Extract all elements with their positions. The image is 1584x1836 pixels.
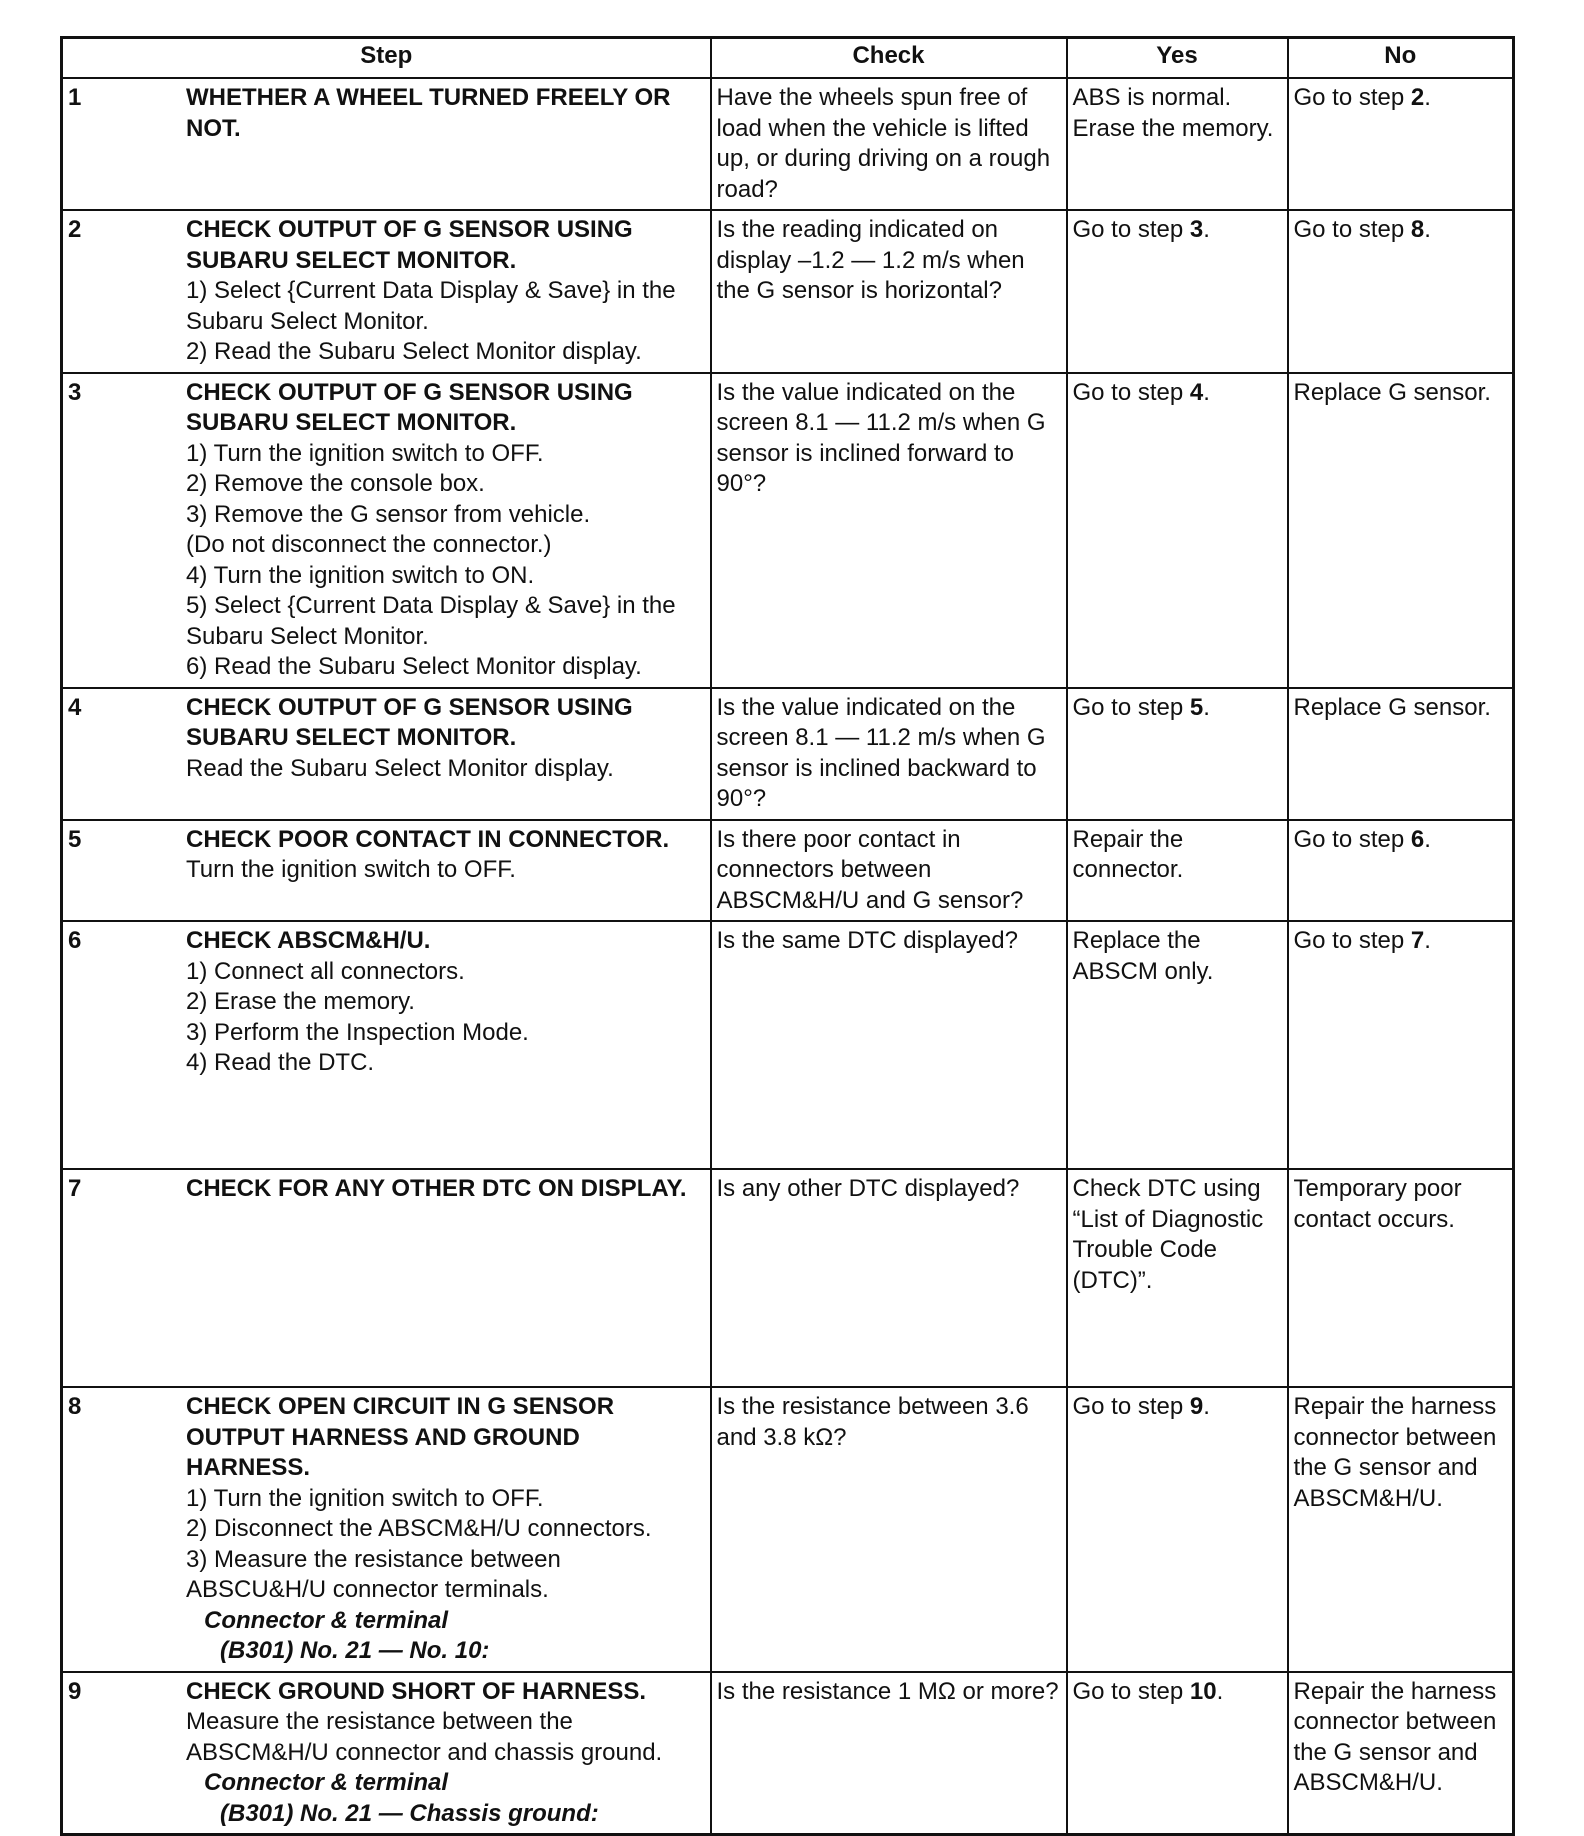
no-cell <box>1288 1387 1514 1672</box>
check-cell: Is the value indicated on the screen 8.1 — 11.2 m/s when G sensor is inclined backward to 90°? <box>711 688 1067 820</box>
step-cell <box>62 210 711 373</box>
check-cell: Have the wheels spun free of load when the vehicle is lifted up, or during driving on a rough road? <box>711 78 1067 210</box>
check-cell: Is the resistance 1 MΩ or more? <box>711 1672 1067 1835</box>
header-check: Check <box>711 38 1067 79</box>
connector-terminal-value: (B301) No. 21 — Chassis ground: <box>220 1799 599 1827</box>
step-instruction: Measure the resistance between the ABSCM&H/U connector and chassis ground. <box>186 1708 663 1766</box>
no-text: Replace G sensor. <box>1293 693 1491 721</box>
no-step-number: 8 <box>1410 216 1425 243</box>
yes-cell <box>1067 921 1288 1169</box>
no-cell: Go to step 7. <box>1288 921 1514 1169</box>
step-body <box>186 83 705 144</box>
step-body <box>186 693 705 785</box>
yes-text: Go to step <box>1072 378 1190 406</box>
no-cell: Go to step 2. <box>1288 78 1514 210</box>
step-instruction: 3) Measure the resistance between ABSCU&H/U connector terminals. <box>186 1545 561 1603</box>
yes-cell <box>1067 1169 1288 1387</box>
yes-text: Go to step <box>1072 216 1190 243</box>
step-body <box>186 825 705 886</box>
check-cell: Is the resistance between 3.6 and 3.8 kΩ? <box>711 1387 1067 1672</box>
table-row <box>62 1672 1514 1835</box>
check-cell: Is the value indicated on the screen 8.1 — 11.2 m/s when G sensor is inclined forward to 90°? <box>711 373 1067 688</box>
no-text: Replace G sensor. <box>1293 378 1491 406</box>
yes-text: Go to step <box>1072 1677 1190 1705</box>
step-instruction: Read the Subaru Select Monitor display. <box>186 754 614 782</box>
no-cell: Go to step 6. <box>1288 820 1514 922</box>
no-step-number: 6 <box>1410 825 1425 853</box>
connector-terminal-value: (B301) No. 21 — No. 10: <box>220 1637 490 1664</box>
step-number: 6 <box>68 927 82 954</box>
step-number: 2 <box>68 216 82 243</box>
step-body <box>186 1392 705 1667</box>
yes-step-number: 10 <box>1189 1677 1217 1705</box>
step-cell <box>62 1672 711 1835</box>
check-cell: Is there poor contact in connectors between ABSCM&H/U and G sensor? <box>711 820 1067 922</box>
step-title: CHECK OUTPUT OF G SENSOR USING SUBARU SELECT MONITOR. <box>186 693 633 751</box>
yes-text: Go to step <box>1072 1393 1190 1420</box>
step-instruction: 3) Perform the Inspection Mode. <box>186 1018 529 1046</box>
step-title: CHECK POOR CONTACT IN CONNECTOR. <box>186 825 670 853</box>
step-cell <box>62 1387 711 1672</box>
table-row <box>62 1387 1514 1672</box>
step-title: CHECK GROUND SHORT OF HARNESS. <box>186 1677 647 1705</box>
step-content <box>68 693 705 785</box>
table-row <box>62 373 1514 688</box>
step-cell <box>62 921 711 1169</box>
step-number: 9 <box>68 1677 82 1705</box>
step-instruction: 3) Remove the G sensor from vehicle. <box>186 500 591 528</box>
step-content <box>68 926 705 1079</box>
yes-step-number: 5 <box>1189 693 1204 721</box>
step-instruction: 2) Read the Subaru Select Monitor display. <box>186 338 642 365</box>
step-instruction: 1) Turn the ignition switch to OFF. <box>186 1484 544 1512</box>
step-title: WHETHER A WHEEL TURNED FREELY OR NOT. <box>186 84 671 142</box>
step-content <box>68 1174 705 1205</box>
step-instruction: 4) Read the DTC. <box>186 1049 375 1076</box>
no-cell <box>1288 373 1514 688</box>
step-number: 7 <box>68 1175 82 1202</box>
yes-cell: Go to step 10. <box>1067 1672 1288 1835</box>
yes-cell: Go to step 4. <box>1067 373 1288 688</box>
step-body <box>186 378 705 683</box>
yes-text: Check DTC using “List of Diagnostic Trouble Code (DTC)”. <box>1072 1175 1264 1294</box>
step-instruction: 4) Turn the ignition switch to ON. <box>186 561 535 589</box>
step-instruction: 2) Disconnect the ABSCM&H/U connectors. <box>186 1515 652 1542</box>
no-text: Repair the harness connector between the G sensor and ABSCM&H/U. <box>1293 1393 1497 1512</box>
connector-terminal-label: Connector & terminal <box>204 1769 449 1796</box>
step-body <box>186 215 705 368</box>
header-yes: Yes <box>1067 38 1288 79</box>
no-text: Repair the harness connector between the G sensor and ABSCM&H/U. <box>1293 1677 1497 1796</box>
yes-step-number: 4 <box>1189 378 1204 406</box>
no-text: Go to step <box>1293 825 1411 853</box>
no-step-number: 2 <box>1410 84 1425 111</box>
step-title: CHECK OPEN CIRCUIT IN G SENSOR OUTPUT HARNESS AND GROUND HARNESS. <box>186 1393 615 1481</box>
step-number: 4 <box>68 693 82 721</box>
step-cell <box>62 820 711 922</box>
yes-text: ABS is normal. Erase the memory. <box>1072 84 1274 142</box>
table-row <box>62 820 1514 922</box>
no-text: Go to step <box>1293 216 1411 243</box>
yes-cell <box>1067 78 1288 210</box>
step-body <box>186 926 705 1079</box>
step-cell <box>62 1169 711 1387</box>
step-content <box>68 1392 705 1667</box>
yes-cell <box>1067 820 1288 922</box>
step-instruction: 1) Connect all connectors. <box>186 957 465 985</box>
header-step: Step <box>62 38 711 79</box>
header-row <box>62 38 1514 79</box>
connector-terminal-label: Connector & terminal <box>204 1606 449 1634</box>
step-content <box>68 825 705 886</box>
table-row <box>62 210 1514 373</box>
no-text: Go to step <box>1293 927 1411 954</box>
step-instruction: (Do not disconnect the connector.) <box>186 531 552 558</box>
table-row <box>62 1169 1514 1387</box>
step-cell <box>62 688 711 820</box>
step-instruction: 1) Turn the ignition switch to OFF. <box>186 439 544 467</box>
step-cell <box>62 373 711 688</box>
no-cell <box>1288 688 1514 820</box>
step-body <box>186 1174 705 1205</box>
step-title: CHECK ABSCM&H/U. <box>186 927 431 954</box>
step-title: CHECK OUTPUT OF G SENSOR USING SUBARU SELECT MONITOR. <box>186 378 633 436</box>
no-cell: Go to step 8. <box>1288 210 1514 373</box>
step-instruction: 2) Remove the console box. <box>186 470 485 497</box>
step-number: 1 <box>68 84 82 111</box>
table-body <box>62 78 1514 1835</box>
step-number: 8 <box>68 1393 82 1420</box>
step-content <box>68 1677 705 1830</box>
no-cell <box>1288 1672 1514 1835</box>
step-content <box>68 215 705 368</box>
step-content <box>68 83 705 144</box>
yes-text: Replace the ABSCM only. <box>1072 927 1214 985</box>
table-row <box>62 78 1514 210</box>
step-instruction: 5) Select {Current Data Display & Save} in the Subaru Select Monitor. <box>186 592 676 650</box>
step-content <box>68 378 705 683</box>
header-no: No <box>1288 38 1514 79</box>
table-row <box>62 921 1514 1169</box>
step-instruction: 2) Erase the memory. <box>186 988 415 1015</box>
no-text: Temporary poor contact occurs. <box>1293 1175 1462 1233</box>
yes-cell: Go to step 5. <box>1067 688 1288 820</box>
step-instruction: 6) Read the Subaru Select Monitor display. <box>186 653 642 680</box>
yes-text: Repair the connector. <box>1072 825 1184 883</box>
check-cell: Is any other DTC displayed? <box>711 1169 1067 1387</box>
step-number: 5 <box>68 825 82 853</box>
no-text: Go to step <box>1293 84 1411 111</box>
yes-cell: Go to step 3. <box>1067 210 1288 373</box>
table-row <box>62 688 1514 820</box>
diagnostic-table <box>60 36 1515 1836</box>
check-cell: Is the reading indicated on display –1.2 — 1.2 m/s when the G sensor is horizontal? <box>711 210 1067 373</box>
yes-step-number: 9 <box>1189 1393 1204 1420</box>
yes-cell: Go to step 9. <box>1067 1387 1288 1672</box>
step-title: CHECK OUTPUT OF G SENSOR USING SUBARU SELECT MONITOR. <box>186 216 633 274</box>
step-number: 3 <box>68 378 82 406</box>
yes-step-number: 3 <box>1189 216 1204 243</box>
no-step-number: 7 <box>1410 927 1425 954</box>
step-instruction: Turn the ignition switch to OFF. <box>186 856 516 883</box>
step-instruction: 1) Select {Current Data Display & Save} in the Subaru Select Monitor. <box>186 277 676 335</box>
step-title: CHECK FOR ANY OTHER DTC ON DISPLAY. <box>186 1175 687 1202</box>
step-cell <box>62 78 711 210</box>
step-body <box>186 1677 705 1830</box>
check-cell: Is the same DTC displayed? <box>711 921 1067 1169</box>
no-cell <box>1288 1169 1514 1387</box>
yes-text: Go to step <box>1072 693 1190 721</box>
